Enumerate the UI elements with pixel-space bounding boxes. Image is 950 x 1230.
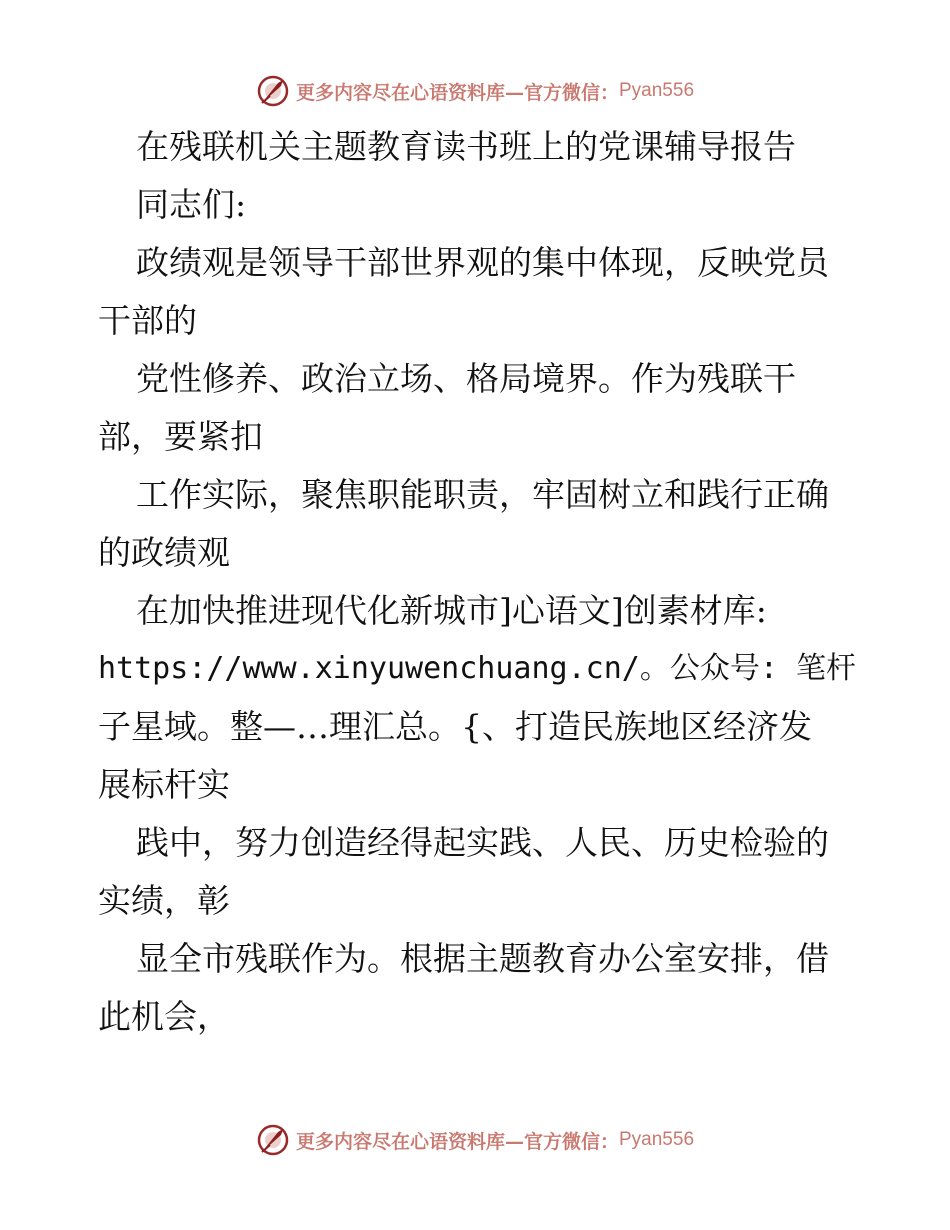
banner-text: 更多内容尽在心语资料库—官方微信： bbox=[295, 81, 619, 104]
banner-wechat-id: Pyan556 bbox=[619, 1129, 695, 1150]
document-line: 此机会， bbox=[98, 997, 230, 1036]
footer-watermark-banner bbox=[0, 1120, 950, 1160]
document-line: 子星域。整—…理汇总。{、打造民族地区经济发 bbox=[98, 707, 812, 746]
document-line: 显全市残联作为。根据主题教育办公室安排，借 bbox=[136, 939, 829, 978]
document-line: 同志们: bbox=[136, 185, 247, 224]
document-line: 政绩观是领导干部世界观的集中体现，反映党员 bbox=[136, 243, 829, 282]
document-line: 干部的 bbox=[98, 301, 197, 340]
document-line: 在加快推进现代化新城市]心语文]创素材库: bbox=[136, 591, 767, 630]
document-line: https://www.xinyuwenchuang.cn/。公众号: 笔杆 bbox=[98, 651, 856, 686]
banner-text: 更多内容尽在心语资料库—官方微信： bbox=[295, 1130, 619, 1153]
document-line: 展标杆实 bbox=[98, 765, 230, 804]
document-line: 践中，努力创造经得起实践、人民、历史检验的 bbox=[136, 823, 829, 862]
document-body bbox=[98, 118, 858, 1046]
document-line: 在残联机关主题教育读书班上的党课辅导报告 bbox=[136, 127, 796, 166]
document-line: 党性修养、政治立场、格局境界。作为残联干 bbox=[136, 359, 796, 398]
document-line: 实绩，彰 bbox=[98, 881, 230, 920]
header-watermark-banner bbox=[0, 71, 950, 111]
banner-wechat-id: Pyan556 bbox=[619, 80, 695, 101]
quill-logo-icon bbox=[256, 74, 290, 108]
quill-logo-icon bbox=[256, 1123, 290, 1157]
document-line: 的政绩观 bbox=[98, 533, 230, 572]
document-line: 部，要紧扣 bbox=[98, 417, 263, 456]
document-line: 工作实际，聚焦职能职责，牢固树立和践行正确 bbox=[136, 475, 829, 514]
